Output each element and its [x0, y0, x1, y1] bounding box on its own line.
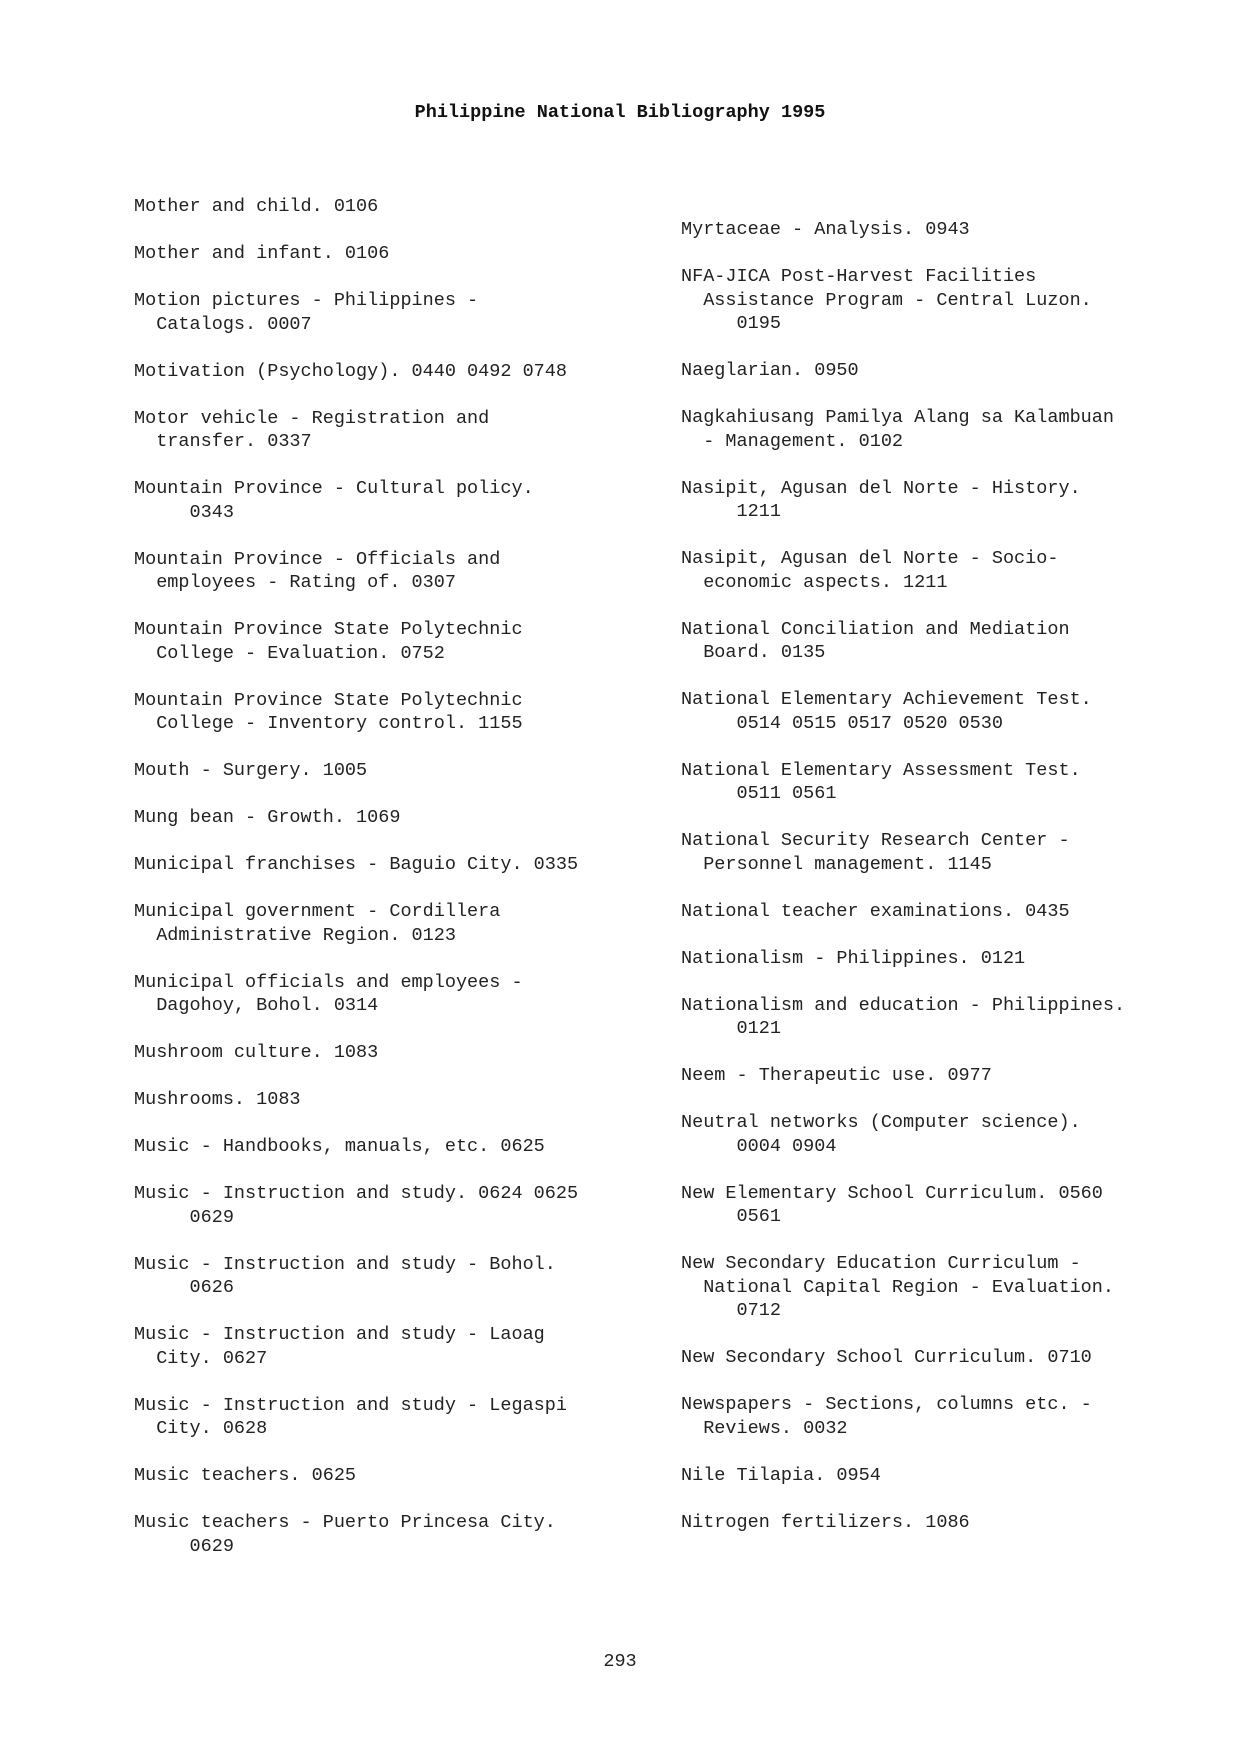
index-entry [134, 1464, 694, 1488]
index-entry-line: Nitrogen fertilizers. 1086 [681, 1511, 970, 1533]
index-entry [134, 1135, 694, 1159]
index-entry-line: Board. 0135 [681, 642, 826, 663]
index-column-left [134, 195, 694, 1582]
index-entry-line: Mung bean - Growth. 1069 [134, 807, 401, 828]
index-entry-line: Music teachers - Puerto Princesa City. [134, 1512, 556, 1533]
index-entry-line: 1211 [681, 501, 781, 522]
index-entry-line: 0626 [134, 1277, 234, 1298]
index-entry [681, 547, 1240, 594]
index-entry-line: NFA-JICA Post-Harvest Facilities [681, 266, 1037, 287]
index-entry-line: Nasipit, Agusan del Norte - Socio- [681, 548, 1059, 569]
index-entry-line: Motivation (Psychology). 0440 0492 0748 [134, 360, 567, 382]
index-entry [681, 1511, 1240, 1535]
index-entry [681, 947, 1240, 971]
index-entry-line: Nationalism and education - Philippines. [681, 994, 1126, 1016]
index-entry [681, 900, 1240, 924]
index-entry-line: Municipal franchises - Baguio City. 0335 [134, 854, 579, 875]
index-entry [134, 1088, 694, 1112]
index-entry [134, 1511, 694, 1558]
index-entry-line: Music - Instruction and study - Bohol. [134, 1253, 556, 1275]
index-entry-line: employees - Rating of. 0307 [134, 572, 456, 593]
index-entry-line: Nagkahiusang Pamilya Alang sa Kalambuan [681, 407, 1114, 428]
index-entry-line: 0561 [681, 1206, 781, 1227]
index-entry-line: 0629 [134, 1206, 234, 1228]
index-entry-line: Newspapers - Sections, columns etc. - [681, 1394, 1092, 1415]
index-entry-line: National Elementary Achievement Test. [681, 689, 1092, 710]
index-entry-line: Music - Instruction and study. 0624 0625 [134, 1183, 579, 1204]
index-entry [681, 1064, 1240, 1088]
index-entry-line: New Secondary Education Curriculum - [681, 1253, 1081, 1274]
index-entry-line: Mushrooms. 1083 [134, 1089, 301, 1110]
index-entry-line: Mouth - Surgery. 1005 [134, 760, 368, 781]
index-entry [134, 1394, 694, 1441]
index-entry-line: Neutral networks (Computer science). [681, 1112, 1081, 1133]
index-entry [134, 900, 694, 947]
index-entry-line: Nile Tilapia. 0954 [681, 1464, 881, 1486]
index-entry-line: College - Inventory control. 1155 [134, 713, 523, 734]
index-entry-line: National Elementary Assessment Test. [681, 759, 1081, 781]
index-entry-line: City. 0627 [134, 1347, 268, 1369]
index-entry-line: 0121 [681, 1018, 781, 1039]
index-entry [681, 618, 1240, 665]
index-entry-line: Municipal government - Cordillera [134, 901, 501, 922]
index-column-right [681, 218, 1240, 1558]
page-title: Philippine National Bibliography 1995 [414, 102, 826, 123]
index-entry-line: Assistance Program - Central Luzon. [681, 289, 1092, 311]
index-entry-line: - Management. 0102 [681, 430, 904, 452]
index-entry [134, 195, 694, 219]
index-entry-line: 0511 0561 [681, 783, 837, 804]
index-entry [681, 477, 1240, 524]
index-entry-line: 0004 0904 [681, 1135, 837, 1157]
index-entry-line: Mountain Province - Cultural policy. [134, 478, 534, 499]
index-entry-line: economic aspects. 1211 [681, 571, 948, 593]
index-entry-line: National Conciliation and Mediation [681, 618, 1070, 640]
index-entry-line: 0343 [134, 501, 234, 523]
index-entry [681, 829, 1240, 876]
index-entry [134, 853, 694, 877]
index-entry-line: Naeglarian. 0950 [681, 360, 859, 381]
index-entry [134, 242, 694, 266]
index-entry-line: Music teachers. 0625 [134, 1465, 357, 1486]
index-entry-line: Music - Handbooks, manuals, etc. 0625 [134, 1136, 545, 1157]
index-entry-line: 0195 [681, 313, 781, 334]
index-entry [134, 1323, 694, 1370]
index-entry-line: Mushroom culture. 1083 [134, 1042, 379, 1063]
index-entry [681, 1182, 1240, 1229]
index-entry [681, 1252, 1240, 1323]
index-entry-line: transfer. 0337 [134, 431, 312, 452]
index-entry [134, 1253, 694, 1300]
index-entry-line: National Security Research Center - [681, 830, 1070, 851]
index-entry-line: National Capital Region - Evaluation. [681, 1276, 1114, 1298]
index-entry-line: Mountain Province - Officials and [134, 548, 501, 570]
index-entry-line: City. 0628 [134, 1418, 268, 1439]
index-entry-line: Municipal officials and employees - [134, 971, 523, 993]
index-entry [134, 407, 694, 454]
index-entry-line: Myrtaceae - Analysis. 0943 [681, 219, 970, 240]
index-entry-line: Dagohoy, Bohol. 0314 [134, 995, 379, 1016]
index-entry-line: Nasipit, Agusan del Norte - History. [681, 477, 1081, 499]
index-entry [134, 1041, 694, 1065]
index-entry-line: Catalogs. 0007 [134, 313, 312, 335]
index-entry-line: Personnel management. 1145 [681, 853, 992, 875]
index-entry-line: Motion pictures - Philippines - [134, 290, 479, 311]
index-entry-line: Music - Instruction and study - Legaspi [134, 1394, 567, 1416]
index-entry [681, 994, 1240, 1041]
index-entry-line: 0712 [681, 1300, 781, 1321]
index-entry-line: Mother and infant. 0106 [134, 243, 390, 264]
index-entry [681, 218, 1240, 242]
index-entry-line: 0514 0515 0517 0520 0530 [681, 712, 1003, 734]
index-entry [134, 289, 694, 336]
index-entry [134, 360, 694, 384]
index-entry [681, 1464, 1240, 1488]
index-entry-line: Mountain Province State Polytechnic [134, 689, 523, 711]
index-entry [134, 759, 694, 783]
index-entry [681, 406, 1240, 453]
index-entry [134, 548, 694, 595]
index-entry-line: Reviews. 0032 [681, 1417, 848, 1439]
index-entry-line: Mountain Province State Polytechnic [134, 619, 523, 640]
index-entry-line: College - Evaluation. 0752 [134, 642, 445, 664]
index-entry-line: Nationalism - Philippines. 0121 [681, 947, 1026, 969]
page-number: 293 [603, 1651, 637, 1672]
index-entry [681, 359, 1240, 383]
index-entry-line: Motor vehicle - Registration and [134, 407, 490, 429]
index-entry [134, 806, 694, 830]
index-entry [681, 688, 1240, 735]
index-entry [681, 1393, 1240, 1440]
index-entry [681, 1111, 1240, 1158]
index-entry-line: Music - Instruction and study - Laoag [134, 1324, 545, 1345]
index-entry [681, 759, 1240, 806]
index-entry [681, 1346, 1240, 1370]
index-entry-line: 0629 [134, 1535, 234, 1557]
index-entry [134, 477, 694, 524]
index-entry-line: New Elementary School Curriculum. 0560 [681, 1182, 1103, 1204]
index-entry [134, 618, 694, 665]
index-entry [134, 1182, 694, 1229]
index-entry-line: Administrative Region. 0123 [134, 924, 456, 946]
index-entry-line: New Secondary School Curriculum. 0710 [681, 1347, 1092, 1368]
index-entry-line: Mother and child. 0106 [134, 196, 379, 217]
index-entry [134, 689, 694, 736]
index-entry [134, 971, 694, 1018]
index-entry [681, 265, 1240, 336]
index-entry-line: National teacher examinations. 0435 [681, 900, 1070, 922]
index-entry-line: Neem - Therapeutic use. 0977 [681, 1065, 992, 1086]
